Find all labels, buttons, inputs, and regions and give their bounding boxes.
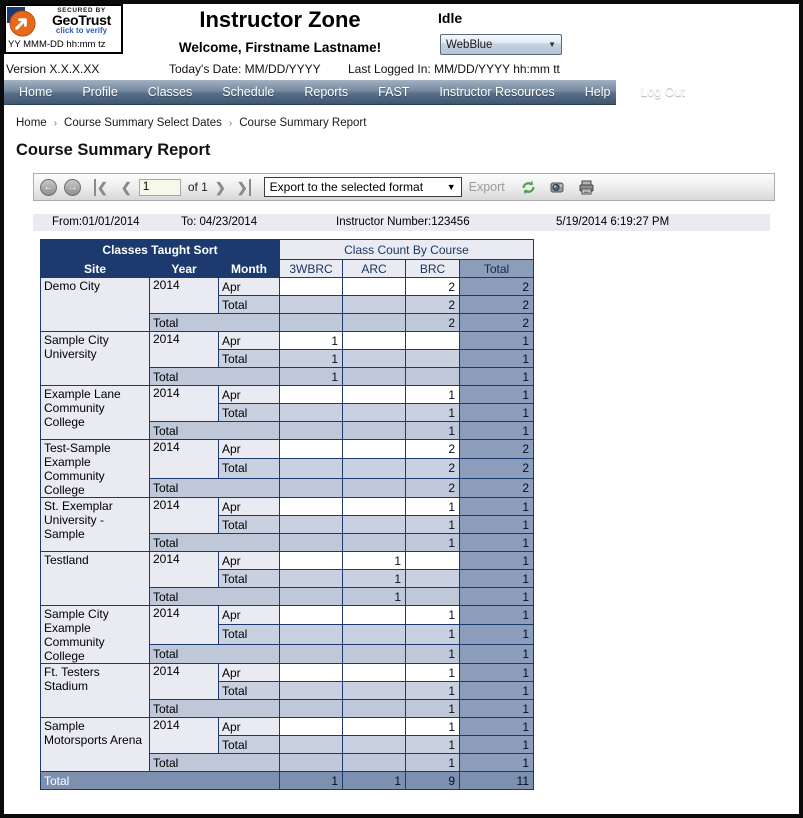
count-cell <box>280 606 343 625</box>
page-number-input[interactable] <box>139 179 181 196</box>
row-total-cell: 1 <box>460 404 534 422</box>
row-total-cell: 1 <box>460 386 534 404</box>
breadcrumb-separator: › <box>53 117 58 129</box>
col-header-month: Month <box>219 260 280 278</box>
grand-total-cell: 1 <box>280 772 343 790</box>
count-cell: 1 <box>343 552 406 570</box>
report-generated-timestamp: 5/19/2014 6:19:27 PM <box>556 216 670 228</box>
count-cell <box>343 278 406 296</box>
nav-item-classes[interactable]: Classes <box>147 85 193 99</box>
breadcrumb-select-dates[interactable]: Course Summary Select Dates <box>64 117 222 129</box>
nav-item-reports[interactable]: Reports <box>304 85 349 99</box>
count-cell: 2 <box>406 278 460 296</box>
count-cell <box>343 736 406 754</box>
breadcrumb <box>16 117 799 129</box>
geotrust-brand: GeoTrust <box>51 12 112 28</box>
version-label: Version X.X.X.XX <box>6 62 100 76</box>
year-cell: 2014 <box>150 664 219 700</box>
month-row <box>41 278 534 296</box>
export-format-select[interactable] <box>264 177 462 197</box>
row-total-cell: 2 <box>460 478 534 497</box>
year-cell: 2014 <box>150 440 219 479</box>
count-cell <box>280 459 343 478</box>
row-total-cell: 1 <box>460 570 534 588</box>
session-status: Idle <box>438 10 463 26</box>
count-cell <box>280 278 343 296</box>
count-cell <box>280 682 343 700</box>
refresh-icon[interactable] <box>520 178 538 196</box>
class-count-by-course-header: Class Count By Course <box>280 240 534 260</box>
site-total-label-cell: Total <box>150 368 280 386</box>
report-toolbar <box>33 173 775 201</box>
count-cell: 2 <box>406 296 460 314</box>
grand-total-cell: 11 <box>460 772 534 790</box>
count-cell <box>343 534 406 552</box>
count-cell <box>343 754 406 772</box>
count-cell <box>343 440 406 459</box>
count-cell: 1 <box>406 404 460 422</box>
year-cell: 2014 <box>150 332 219 368</box>
back-button[interactable]: ← <box>40 179 57 196</box>
year-cell: 2014 <box>150 718 219 754</box>
first-page-button[interactable]: ❮ <box>94 179 108 196</box>
site-cell: St. Exemplar University - Sample <box>41 498 150 552</box>
count-cell <box>280 700 343 718</box>
col-header-site: Site <box>41 260 150 278</box>
count-cell <box>343 664 406 682</box>
count-cell <box>343 314 406 332</box>
count-cell <box>343 459 406 478</box>
month-row <box>41 498 534 516</box>
site-total-label-cell: Total <box>150 754 280 772</box>
count-cell: 1 <box>406 682 460 700</box>
count-cell <box>343 478 406 497</box>
grand-total-cell: 1 <box>343 772 406 790</box>
col-header-year: Year <box>150 260 219 278</box>
col-header-brc: BRC <box>406 260 460 278</box>
count-cell <box>280 296 343 314</box>
row-total-cell: 2 <box>460 459 534 478</box>
col-header-arc: ARC <box>343 260 406 278</box>
month-cell: Apr <box>219 278 280 296</box>
count-cell <box>343 498 406 516</box>
todays-date-label: Today's Date: MM/DD/YYYY <box>169 62 321 76</box>
count-cell <box>343 644 406 663</box>
page-preview-icon[interactable] <box>549 178 567 196</box>
welcome-message: Welcome, Firstname Lastname! <box>178 40 382 55</box>
grand-total-cell: 9 <box>406 772 460 790</box>
count-cell: 1 <box>406 754 460 772</box>
count-cell <box>280 736 343 754</box>
count-cell <box>406 552 460 570</box>
count-cell <box>406 588 460 606</box>
classes-taught-sort-header: Classes Taught Sort <box>41 240 280 260</box>
count-cell <box>280 478 343 497</box>
count-cell: 1 <box>406 625 460 644</box>
count-cell <box>280 404 343 422</box>
row-total-cell: 1 <box>460 588 534 606</box>
count-cell <box>280 625 343 644</box>
count-cell <box>280 422 343 440</box>
row-total-cell: 1 <box>460 736 534 754</box>
count-cell <box>343 682 406 700</box>
site-total-label-cell: Total <box>150 314 280 332</box>
count-cell: 1 <box>406 386 460 404</box>
month-total-label-cell: Total <box>219 516 280 534</box>
nav-item-fast[interactable]: FAST <box>378 85 410 99</box>
count-cell <box>280 552 343 570</box>
site-cell: Sample City University <box>41 332 150 386</box>
count-cell <box>280 440 343 459</box>
course-summary-table <box>40 239 534 790</box>
count-cell: 1 <box>343 570 406 588</box>
site-cell: Example Lane Community College <box>41 386 150 440</box>
breadcrumb-home[interactable]: Home <box>16 117 47 129</box>
count-cell: 1 <box>406 644 460 663</box>
count-cell: 2 <box>406 478 460 497</box>
count-cell <box>280 314 343 332</box>
geotrust-seal[interactable] <box>4 4 123 54</box>
group-header-row <box>41 240 534 260</box>
month-row <box>41 606 534 625</box>
from-date-label: From:01/01/2014 <box>52 216 140 228</box>
count-cell <box>343 625 406 644</box>
count-cell: 1 <box>406 422 460 440</box>
count-cell <box>280 588 343 606</box>
breadcrumb-current: Course Summary Report <box>239 117 367 129</box>
month-row <box>41 332 534 350</box>
site-cell: Sample City Example Community College <box>41 606 150 664</box>
prev-page-button[interactable]: ❮ <box>120 179 132 195</box>
row-total-cell: 1 <box>460 422 534 440</box>
month-total-label-cell: Total <box>219 736 280 754</box>
geotrust-seal-top <box>6 6 121 39</box>
row-total-cell: 1 <box>460 700 534 718</box>
site-cell: Testland <box>41 552 150 606</box>
nav-item-help[interactable]: Help <box>584 85 611 99</box>
masthead <box>4 4 799 80</box>
count-cell: 1 <box>406 606 460 625</box>
count-cell <box>280 664 343 682</box>
count-cell <box>280 718 343 736</box>
page-title: Course Summary Report <box>16 141 211 159</box>
theme-dropdown[interactable] <box>440 34 562 55</box>
last-page-button[interactable]: ❯ <box>237 179 251 196</box>
site-cell: Demo City <box>41 278 150 332</box>
site-total-label-cell: Total <box>150 422 280 440</box>
to-date-label: To: 04/23/2014 <box>181 216 258 228</box>
count-cell: 1 <box>406 534 460 552</box>
instructor-number-label: Instructor Number:123456 <box>336 216 470 228</box>
page-count-label: of 1 <box>187 180 208 194</box>
count-cell: 1 <box>406 718 460 736</box>
month-cell: Apr <box>219 386 280 404</box>
site-total-label-cell: Total <box>150 534 280 552</box>
count-cell <box>280 570 343 588</box>
row-total-cell: 2 <box>460 314 534 332</box>
month-row <box>41 386 534 404</box>
month-cell: Apr <box>219 606 280 625</box>
geotrust-arrow-icon <box>9 10 36 37</box>
count-cell <box>280 516 343 534</box>
row-total-cell: 1 <box>460 368 534 386</box>
count-cell <box>280 386 343 404</box>
month-total-label-cell: Total <box>219 570 280 588</box>
month-cell: Apr <box>219 332 280 350</box>
click-to-verify-link[interactable]: click to verify <box>55 26 108 35</box>
row-total-cell: 1 <box>460 682 534 700</box>
count-cell <box>406 332 460 350</box>
year-cell: 2014 <box>150 552 219 588</box>
count-cell <box>280 644 343 663</box>
count-cell <box>343 422 406 440</box>
month-row <box>41 552 534 570</box>
row-total-cell: 1 <box>460 644 534 663</box>
row-total-cell: 1 <box>460 718 534 736</box>
export-format-value: Export to the selected format <box>269 180 424 194</box>
count-cell <box>343 386 406 404</box>
forward-button[interactable]: → <box>64 179 81 196</box>
theme-dropdown-value: WebBlue <box>446 38 493 51</box>
row-total-cell: 1 <box>460 664 534 682</box>
month-row <box>41 440 534 459</box>
row-total-cell: 2 <box>460 440 534 459</box>
col-header-3wbrc: 3WBRC <box>280 260 343 278</box>
row-total-cell: 1 <box>460 516 534 534</box>
nav-item-home[interactable]: Home <box>19 85 53 99</box>
site-cell: Test-Sample Example Community College <box>41 440 150 498</box>
grand-total-label-cell: Total <box>41 772 280 790</box>
report-table-body <box>41 278 534 790</box>
month-total-label-cell: Total <box>219 404 280 422</box>
geotrust-logo-icon <box>6 6 42 39</box>
count-cell <box>280 534 343 552</box>
report-parameters-bar <box>33 214 770 231</box>
count-cell <box>280 498 343 516</box>
nav-item-logout[interactable]: Log Out <box>640 85 685 99</box>
month-cell: Apr <box>219 552 280 570</box>
count-cell <box>343 516 406 534</box>
row-total-cell: 1 <box>460 552 534 570</box>
chevron-down-icon: ▼ <box>446 182 456 192</box>
count-cell: 2 <box>406 440 460 459</box>
last-logged-in-label: Last Logged In: MM/DD/YYYY hh:mm tt <box>348 62 560 76</box>
month-cell: Apr <box>219 664 280 682</box>
row-total-cell: 2 <box>460 278 534 296</box>
count-cell: 1 <box>406 664 460 682</box>
next-page-button[interactable]: ❯ <box>214 179 226 195</box>
count-cell <box>343 368 406 386</box>
year-cell: 2014 <box>150 498 219 534</box>
site-total-label-cell: Total <box>150 478 280 497</box>
export-button[interactable]: Export <box>468 180 505 194</box>
count-cell: 1 <box>343 588 406 606</box>
row-total-cell: 1 <box>460 332 534 350</box>
row-total-cell: 2 <box>460 296 534 314</box>
count-cell: 1 <box>406 700 460 718</box>
site-cell: Ft. Testers Stadium <box>41 664 150 718</box>
month-total-label-cell: Total <box>219 459 280 478</box>
year-cell: 2014 <box>150 386 219 422</box>
count-cell: 2 <box>406 459 460 478</box>
count-cell <box>406 350 460 368</box>
count-cell <box>343 718 406 736</box>
month-total-label-cell: Total <box>219 682 280 700</box>
count-cell <box>406 570 460 588</box>
month-row <box>41 664 534 682</box>
count-cell: 1 <box>406 516 460 534</box>
month-cell: Apr <box>219 718 280 736</box>
count-cell: 1 <box>406 498 460 516</box>
app-title: Instructor Zone <box>199 7 361 32</box>
grand-total-row <box>41 772 534 790</box>
column-header-row <box>41 260 534 278</box>
nav-item-profile[interactable]: Profile <box>82 85 118 99</box>
secured-by-label: SECURED BY <box>57 7 106 14</box>
breadcrumb-separator: › <box>228 117 233 129</box>
year-cell: 2014 <box>150 278 219 314</box>
year-cell: 2014 <box>150 606 219 645</box>
row-total-cell: 1 <box>460 754 534 772</box>
count-cell <box>343 332 406 350</box>
row-total-cell: 1 <box>460 625 534 644</box>
count-cell <box>406 368 460 386</box>
row-total-cell: 1 <box>460 534 534 552</box>
seal-timestamp: YY MMM-DD hh:mm tz <box>8 39 106 50</box>
count-cell: 1 <box>280 368 343 386</box>
count-cell <box>343 350 406 368</box>
count-cell <box>343 606 406 625</box>
month-cell: Apr <box>219 498 280 516</box>
main-nav <box>4 80 685 105</box>
print-icon[interactable] <box>578 178 596 196</box>
month-cell: Apr <box>219 440 280 459</box>
nav-item-schedule[interactable]: Schedule <box>222 85 275 99</box>
row-total-cell: 1 <box>460 498 534 516</box>
row-total-cell: 1 <box>460 606 534 625</box>
site-total-label-cell: Total <box>150 644 280 663</box>
count-cell <box>343 296 406 314</box>
count-cell: 2 <box>406 314 460 332</box>
col-header-total: Total <box>460 260 534 278</box>
row-total-cell: 1 <box>460 350 534 368</box>
count-cell <box>343 404 406 422</box>
month-total-label-cell: Total <box>219 350 280 368</box>
count-cell: 1 <box>280 350 343 368</box>
site-total-label-cell: Total <box>150 700 280 718</box>
count-cell: 1 <box>406 736 460 754</box>
count-cell <box>280 754 343 772</box>
site-total-label-cell: Total <box>150 588 280 606</box>
month-row <box>41 718 534 736</box>
nav-item-instructor-resources[interactable]: Instructor Resources <box>439 85 555 99</box>
chevron-down-icon: ▼ <box>548 40 556 49</box>
site-cell: Sample Motorsports Arena <box>41 718 150 772</box>
month-total-label-cell: Total <box>219 625 280 644</box>
count-cell <box>343 700 406 718</box>
month-total-label-cell: Total <box>219 296 280 314</box>
count-cell: 1 <box>280 332 343 350</box>
